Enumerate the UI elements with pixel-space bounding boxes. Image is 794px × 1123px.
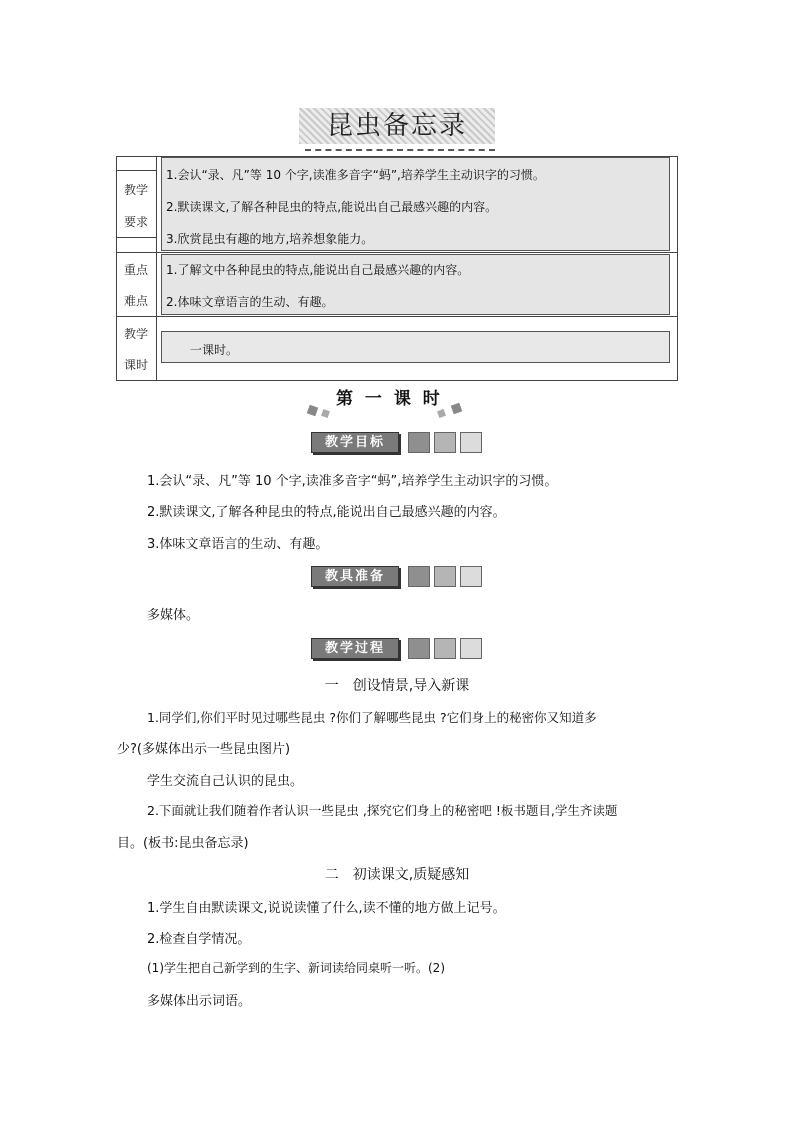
class-hours-value: 一课时。 [190,343,239,357]
key-point-item: 1.了解文中各种昆虫的特点,能说出自己最感兴趣的内容。 [166,263,470,277]
requirement-item: 1.会认“录、凡”等 10 个字,读准多音字“蚂”,培养学生主动识字的习惯。 [166,168,545,182]
part2-paragraph: 1.学生自由默读课文,说说读懂了什么,读不懂的地方做上记号。 [147,901,506,916]
decor-square-icon [321,409,330,418]
tools-text: 多媒体。 [147,608,200,623]
title-underline [305,149,495,151]
part1-paragraph: 学生交流自己认识的昆虫。 [147,774,304,789]
class-hours-label-1: 教学 [123,327,148,341]
table-divider-column [156,156,157,381]
decor-block-icon [408,638,430,659]
decor-block-icon [434,432,456,453]
decor-block-icon [460,432,482,453]
requirements-label-1: 教学 [123,183,148,197]
key-point-item: 2.体味文章语言的生动、有趣。 [166,295,334,309]
part2-heading: 二 初读课文,质疑感知 [324,867,470,883]
requirement-item: 3.欣赏昆虫有趣的地方,培养想象能力。 [166,232,374,246]
decor-square-icon [437,409,446,418]
decor-square-icon [307,405,319,417]
part2-paragraph: 2.检查自学情况。 [147,932,251,947]
tools-badge: 教具准备 [311,566,399,587]
requirements-label-2: 要求 [123,215,148,229]
table-border-right [677,156,678,381]
part2-paragraph: 多媒体出示词语。 [147,994,252,1009]
key-points-label-2: 难点 [123,294,148,308]
part1-paragraph: 2.下面就让我们随着作者认识一些昆虫 ,探究它们身上的秘密吧 !板书题目,学生齐读题 [147,803,618,818]
goals-badge: 教学目标 [311,432,399,453]
part1-paragraph: 1.同学们,你们平时见过哪些昆虫 ?你们了解哪些昆虫 ?它们身上的秘密你又知道多 [147,710,597,725]
table-row-line [116,237,156,238]
decor-block-icon [434,566,456,587]
class-hours-label-2: 课时 [123,358,148,372]
process-badge: 教学过程 [311,638,399,659]
table-row-line [116,316,678,317]
lesson-title-block [308,382,460,416]
decor-block-icon [460,566,482,587]
table-row-line [116,252,678,253]
table-row-line [116,170,156,171]
goal-item: 3.体味文章语言的生动、有趣。 [147,537,329,552]
lesson-title: 第 一 课 时 [336,389,443,409]
decor-block-icon [460,638,482,659]
key-points-label-1: 重点 [123,263,148,277]
part1-heading: 一 创设情景,导入新课 [324,678,470,694]
decor-block-icon [408,566,430,587]
table-border-bottom [116,380,678,381]
decor-block-icon [434,638,456,659]
part1-paragraph: 少?(多媒体出示一些昆虫图片) [117,742,291,757]
goal-item: 1.会认“录、凡”等 10 个字,读准多音字“蚂”,培养学生主动识字的习惯。 [147,474,558,489]
requirement-item: 2.默读课文,了解各种昆虫的特点,能说出自己最感兴趣的内容。 [166,200,498,214]
document-title: 昆虫备忘录 [299,108,495,144]
goal-item: 2.默读课文,了解各种昆虫的特点,能说出自己最感兴趣的内容。 [147,505,506,520]
part1-paragraph: 目。(板书:昆虫备忘录) [117,836,249,851]
decor-block-icon [408,432,430,453]
part2-paragraph: (1)学生把自己新学到的生字、新词读给同桌听一听。(2) [147,961,445,975]
